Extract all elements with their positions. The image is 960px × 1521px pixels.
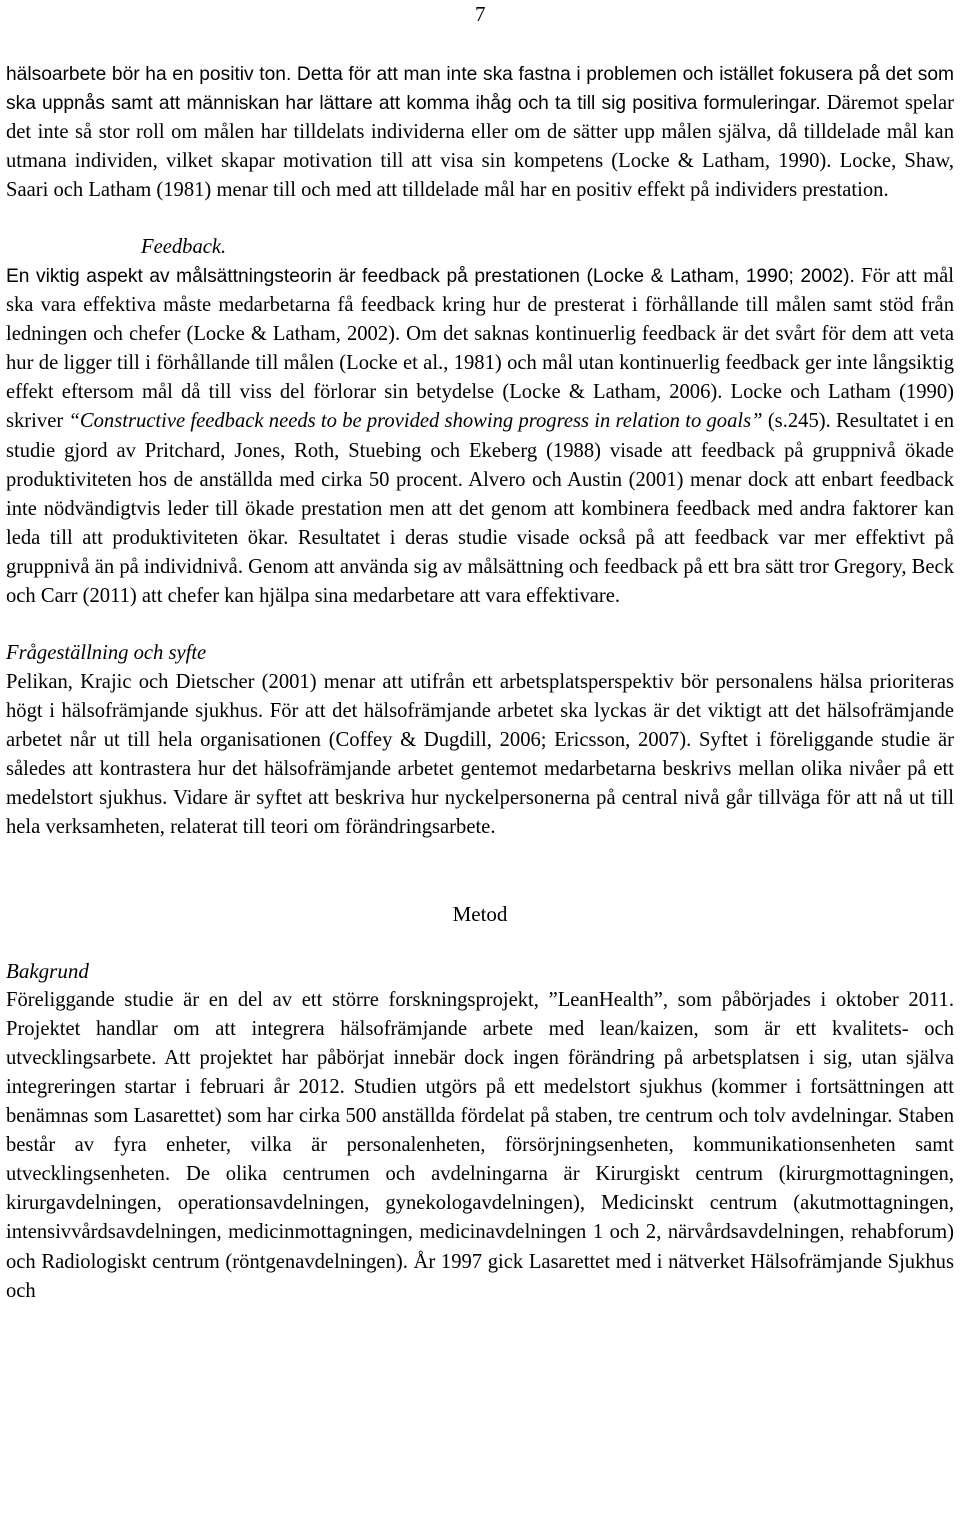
feedback-sans-text: En viktig aspekt av målsättningsteorin är feedback på prestationen (Locke & Latham, 1990; 2002). bbox=[6, 266, 855, 288]
feedback-quote: “Constructive feedback needs to be provided showing progress in relation to goals” bbox=[68, 410, 763, 433]
feedback-heading: Feedback. bbox=[141, 236, 227, 259]
intro-paragraph bbox=[6, 60, 954, 205]
feedback-text-after-quote: (s.245). Resultatet i en studie gjord av Pritchard, Jones, Roth, Stuebing och Ekeberg (1988) visade att feedback på gruppnivå ökade produktiviteten hos de anställda med cirka 50 procent. Alvero och Austin (2001) menar dock att enbart feedback inte nödvändigtvis leder till ökade prestation men att det genom att kombinera feedback med andra faktorer kan leda till att produktiviteten ökar. Resultatet i deras studie visade också på att feedback var mer effektivt på gruppnivå än på individnivå. Genom att använda sig av målsättning och feedback på ett bra sätt tror Gregory, Beck och Carr (2011) att chefer kan hjälpa sina medarbetare att vara effektivare. bbox=[6, 410, 954, 607]
document-body bbox=[6, 60, 954, 1306]
fragestallning-heading: Frågeställning och syfte bbox=[6, 641, 207, 664]
fragestallning-paragraph: Pelikan, Krajic och Dietscher (2001) menar att utifrån ett arbetsplatsperspektiv bör personalens hälsa prioriteras högt i hälsofrämjande sjukhus. För att det hälsofrämjande arbetet ska lyckas är det viktigt att det hälsofrämjande arbetet når ut till hela organisationen (Coffey & Dugdill, 2006; Ericsson, 2007). Syftet i föreliggande studie är således att kontrastera hur det hälsofrämjande arbetet gentemot medarbetarna beskrivs mellan olika nivåer på ett medelstort sjukhus. Vidare är syftet att beskriva hur nyckelpersonerna på central nivå går tillväga för att nå ut till hela verksamheten, relaterat till teori om förändringsarbete. bbox=[6, 670, 954, 839]
feedback-paragraph bbox=[6, 262, 954, 611]
intro-sans-text: hälsoarbete bör ha en positiv ton. Detta för att man inte ska fastna i problemen och istället fokusera på det som ska uppnås samt att människan har lättare att komma ihåg och ta till sig positiva formuleringar. bbox=[6, 64, 954, 115]
metod-heading: Metod bbox=[452, 902, 508, 927]
intro-serif-text: Däremot spelar det inte så stor roll om målen har tilldelats individerna eller om de sätter upp målen själva, då tilldelade mål kan utmana individen, vilket skapar motivation till att visa sin kompetens (Locke & Latham, 1990). Locke, Shaw, Saari och Latham (1981) menar till och med att tilldelade mål har en positiv effekt på individers prestation. bbox=[6, 92, 954, 202]
bakgrund-heading: Bakgrund bbox=[6, 959, 89, 984]
page-number: 7 bbox=[475, 2, 486, 26]
bakgrund-paragraph: Föreliggande studie är en del av ett större forskningsprojekt, ”LeanHealth”, som påbörjades i oktober 2011. Projektet handlar om att integrera hälsofrämjande arbete med lean/kaizen, som är ett kvalitets- och utvecklingsarbete. Att projektet har påbörjat innebär dock ingen förändring på arbetsplatsen i sig, utan själva integreringen startar i februari år 2012. Studien utgörs på ett medelstort sjukhus (kommer i fortsättningen att benämnas som Lasarettet) som har cirka 500 anställda fördelat på staben, tre centrum och tolv avdelningar. Staben består av fyra enheter, vilka är personalenheten, försörjningsenheten, kommunikationsenheten samt utvecklingsenheten. De olika centrumen och avdelningarna är Kirurgiskt centrum (kirurgmottagningen, kirurgavdelningen, operationsavdelningen, gynekologavdelningen), Medicinskt centrum (akutmottagningen, intensivvårdsavdelningen, medicinmottagningen, medicinavdelningen 1 och 2, närvårdsavdelningen, rehabforum) och Radiologiskt centrum (röntgenavdelningen). År 1997 gick Lasarettet med i nätverket Hälsofrämjande Sjukhus och bbox=[6, 989, 954, 1302]
feedback-text-before-quote: För att mål ska vara effektiva måste medarbetarna få feedback kring hur de presterat i förhållande till målen samt stöd från ledningen och chefer (Locke & Latham, 2002). Om det saknas kontinuerlig feedback är det svårt för dem att veta hur de ligger till i förhållande till målen (Locke et al., 1981) och mål utan kontinuerlig feedback ger inte långsiktig effekt eftersom mål då till viss del förlorar sin betydelse (Locke & Latham, 2006). Locke och Latham (1990) skriver bbox=[6, 265, 954, 433]
